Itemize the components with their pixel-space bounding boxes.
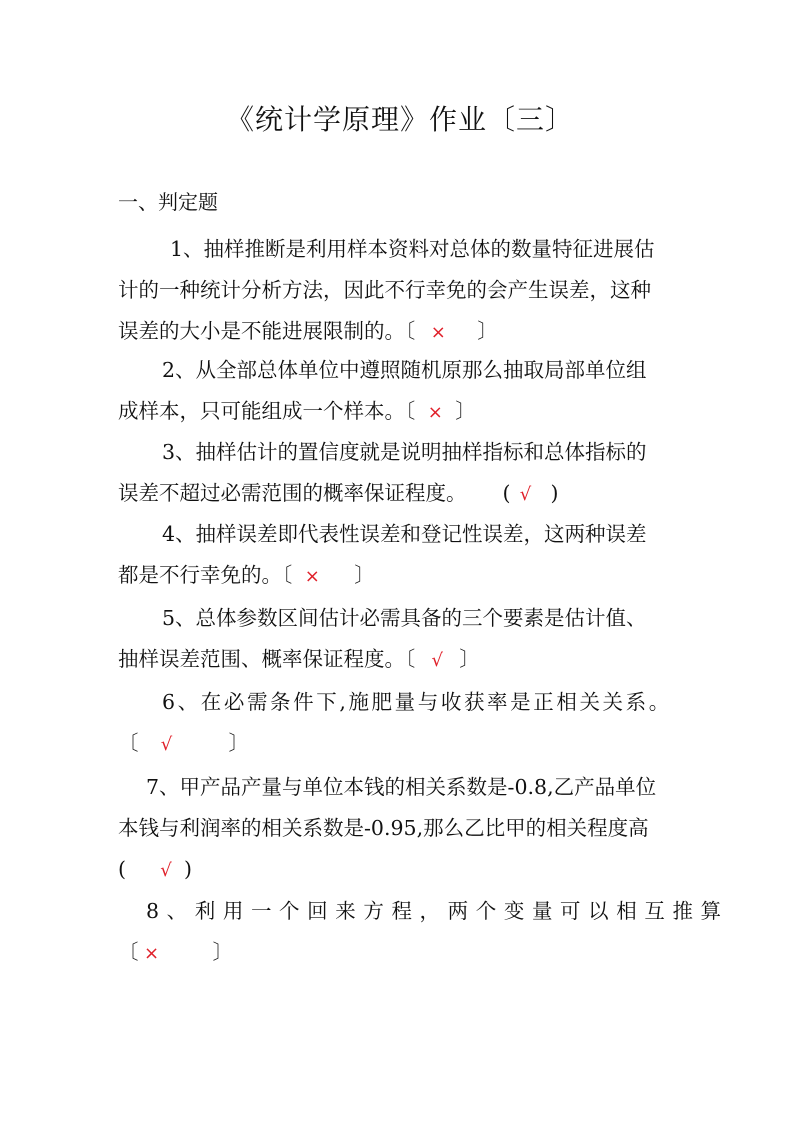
question-2-line-1: 2、从全部总体单位中遵照随机原那么抽取局部单位组 [162, 358, 647, 382]
question-7-open-bracket: ( [118, 857, 126, 881]
question-2-text-end: 成样本，只可能组成一个样本。 [118, 399, 405, 423]
question-6-line-1: 6、在必需条件下,施肥量与收获率是正相关关系。 [162, 690, 672, 714]
question-7-line-3 [118, 849, 684, 890]
question-6-close-bracket: 〕 [228, 731, 249, 755]
question-4-close-bracket: 〕 [354, 563, 375, 587]
question-7 [118, 767, 684, 890]
question-8-line-2 [118, 932, 684, 973]
question-2 [118, 350, 684, 432]
question-4 [118, 514, 684, 596]
section-heading: 一、判定题 [118, 190, 218, 214]
question-6-line-2 [118, 723, 684, 764]
question-4-open-bracket: 〔 [282, 563, 293, 587]
question-5-answer-mark: √ [431, 650, 443, 671]
question-8-answer-mark: × [143, 943, 160, 964]
question-5-line-2 [118, 639, 684, 680]
question-3-open-bracket: ( [502, 481, 511, 505]
question-1-line-1: 1、抽样推断是利用样本资料对总体的数量特征进展估 [170, 237, 655, 261]
question-7-answer-mark: √ [160, 860, 172, 881]
question-2-close-bracket: 〕 [455, 399, 476, 423]
question-3 [118, 432, 684, 514]
question-1-line-2: 计的一种统计分析方法，因此不行幸免的会产生误差，这种 [118, 278, 651, 302]
question-5-text-end: 抽样误差范围、概率保证程度。 [118, 647, 405, 671]
question-2-answer-mark: × [427, 402, 443, 423]
question-7-close-bracket: ) [184, 857, 192, 881]
question-6-open-bracket: 〔 [118, 731, 139, 755]
question-2-line-2 [118, 391, 684, 432]
question-5-close-bracket: 〕 [459, 647, 480, 671]
question-3-close-bracket: ) [550, 481, 559, 505]
question-8 [118, 891, 729, 973]
question-8-open-bracket: 〔 [118, 940, 139, 964]
question-4-line-2 [118, 555, 684, 596]
question-8-close-bracket: 〕 [212, 940, 233, 964]
question-6 [118, 682, 684, 764]
question-7-line-2: 本钱与利润率的相关系数是-0.95,那么乙比甲的相关程度高 [118, 816, 649, 840]
question-1-open-bracket: 〔 [405, 319, 416, 343]
question-4-line-1: 4、抽样误差即代表性误差和登记性误差，这两种误差 [162, 522, 647, 546]
question-8-line-1: 8、利用一个回来方程，两个变量可以相互推算 [146, 899, 729, 923]
question-3-line-2 [118, 473, 684, 514]
question-1-answer-mark: × [430, 322, 446, 343]
question-2-open-bracket: 〔 [405, 399, 416, 423]
question-1-text-end: 误差的大小是不能进展限制的。 [118, 319, 405, 343]
question-1-close-bracket: 〕 [477, 319, 498, 343]
question-5-open-bracket: 〔 [405, 647, 416, 671]
question-1 [118, 229, 684, 352]
question-5 [118, 598, 684, 680]
question-6-answer-mark: √ [160, 734, 173, 755]
question-7-line-1: 7、甲产品产量与单位本钱的相关系数是-0.8,乙产品单位 [146, 775, 657, 799]
question-3-text-end: 误差不超过必需范围的概率保证程度。 [118, 481, 467, 505]
question-1-line-3 [118, 311, 684, 352]
question-4-answer-mark: × [304, 566, 320, 587]
question-4-text-end: 都是不行幸免的。 [118, 563, 282, 587]
page-title: 《统计学原理》作业〔三〕 [225, 103, 574, 136]
question-3-answer-mark: √ [519, 484, 532, 505]
question-5-line-1: 5、总体参数区间估计必需具备的三个要素是估计值、 [162, 606, 647, 630]
question-3-line-1: 3、抽样估计的置信度就是说明抽样指标和总体指标的 [162, 440, 647, 464]
